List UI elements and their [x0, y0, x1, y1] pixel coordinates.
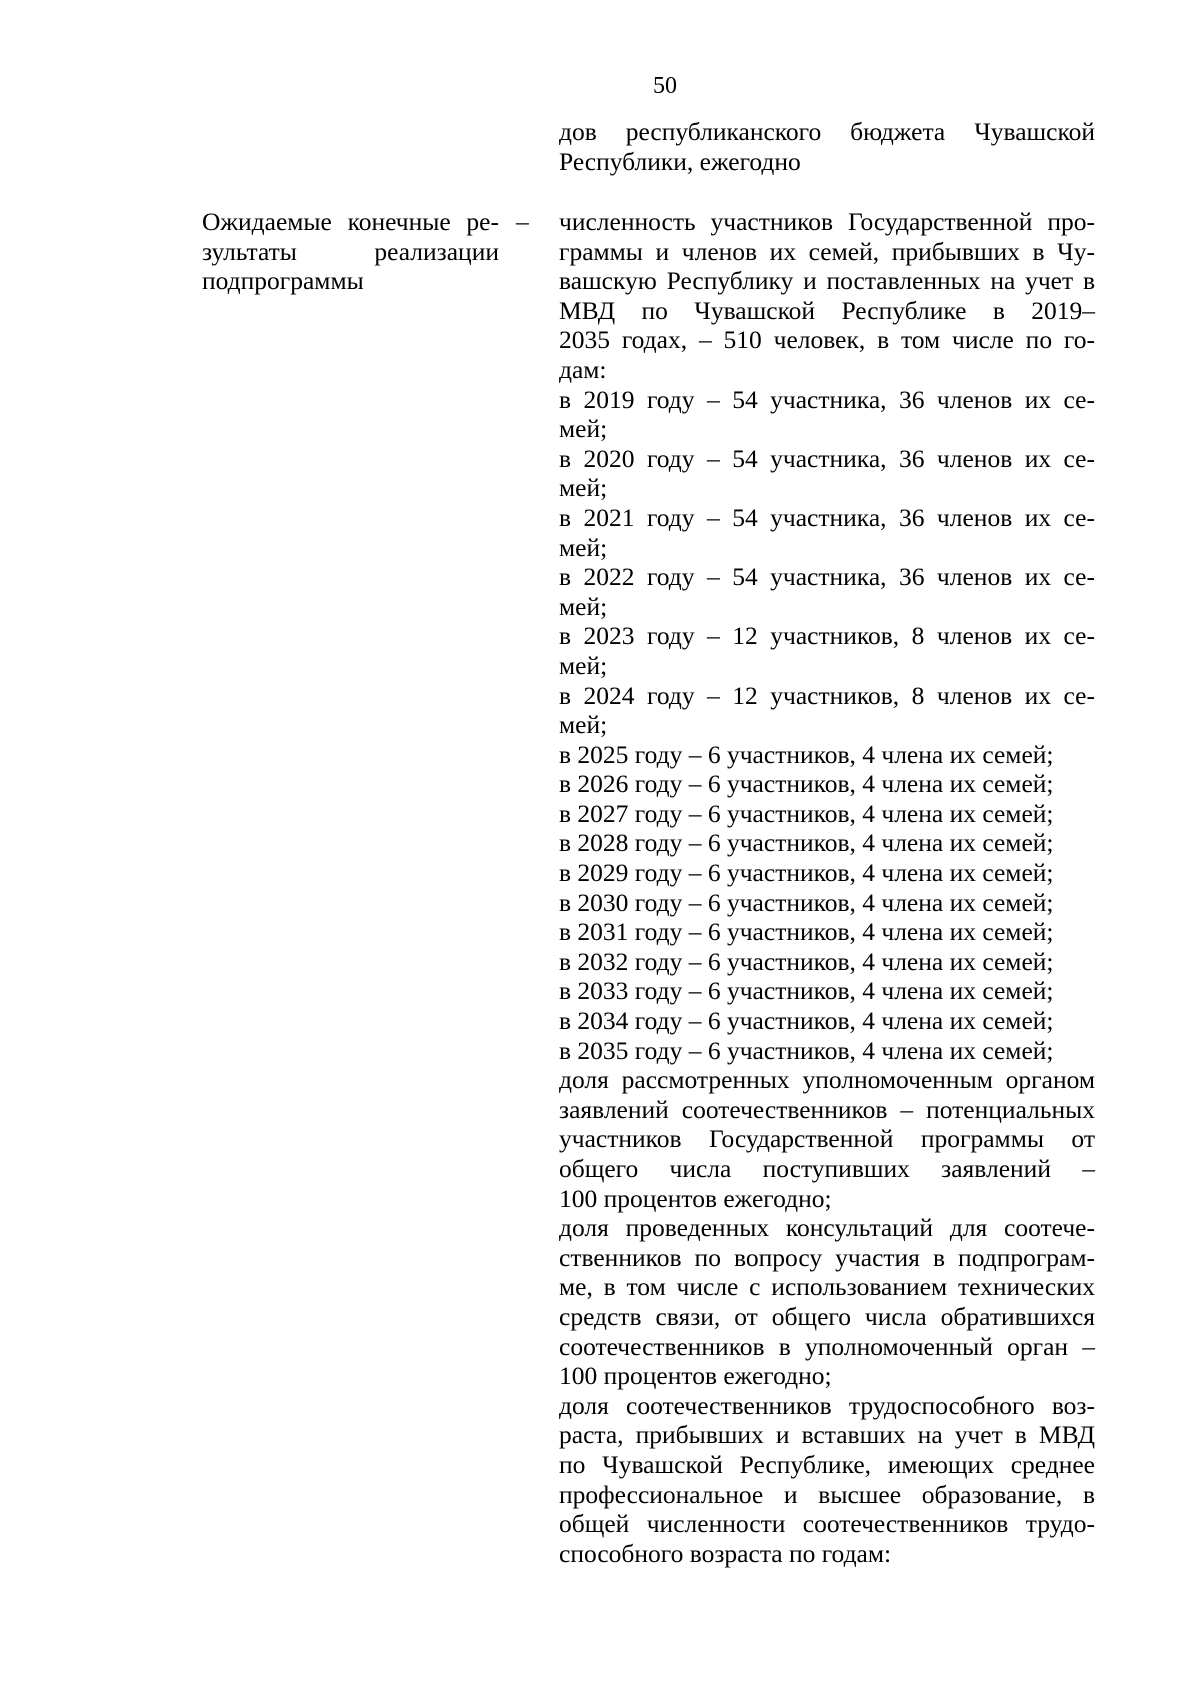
- row-dash: –: [516, 207, 529, 236]
- value-line: в 2035 году – 6 участников, 4 члена их семей;: [559, 1035, 1054, 1065]
- value-line: 100 процентов ежегодно;: [559, 1361, 832, 1391]
- value-line: мей;: [559, 414, 608, 444]
- value-line: в 2027 году – 6 участников, 4 члена их семей;: [559, 798, 1054, 828]
- value-line: численность участников Государственной про-: [559, 207, 1095, 236]
- row-label: [202, 207, 499, 296]
- label-line: подпрограммы: [202, 266, 364, 296]
- value-line: в 2033 году – 6 участников, 4 члена их семей;: [559, 976, 1054, 1006]
- value-line: доля рассмотренных уполномоченным органом: [559, 1065, 1095, 1095]
- value-line: участников Государственной программы от: [559, 1124, 1095, 1154]
- value-line: в 2021 году – 54 участника, 36 членов их се-: [559, 502, 1095, 532]
- value-line: в 2032 году – 6 участников, 4 члена их семей;: [559, 946, 1054, 976]
- value-line: 100 процентов ежегодно;: [559, 1183, 832, 1213]
- value-line: мей;: [559, 650, 608, 680]
- value-line: мей;: [559, 591, 608, 621]
- value-line: граммы и членов их семей, прибывших в Чу-: [559, 236, 1095, 266]
- value-line: мей;: [559, 710, 608, 740]
- value-line: общей численности соотечественников трудо-: [559, 1509, 1095, 1539]
- value-line: способного возраста по годам:: [559, 1538, 892, 1568]
- value-line: доля соотечественников трудоспособного воз-: [559, 1390, 1095, 1420]
- value-line: ме, в том числе с использованием технических: [559, 1272, 1095, 1302]
- value-line: в 2026 году – 6 участников, 4 члена их семей;: [559, 769, 1054, 799]
- value-line: в 2029 году – 6 участников, 4 члена их семей;: [559, 858, 1054, 888]
- value-line: в 2019 году – 54 участника, 36 членов их се-: [559, 384, 1095, 414]
- value-line: по Чувашской Республике, имеющих среднее: [559, 1449, 1095, 1479]
- text-line: дов республиканского бюджета Чувашской: [559, 117, 1095, 146]
- value-line: доля проведенных консультаций для соотече-: [559, 1213, 1095, 1243]
- value-line: МВД по Чувашской Республике в 2019–: [559, 295, 1095, 325]
- value-line: дам:: [559, 354, 607, 384]
- value-line: в 2020 году – 54 участника, 36 членов их се-: [559, 443, 1095, 473]
- value-line: 2035 годах, – 510 человек, в том числе по го-: [559, 325, 1095, 355]
- value-line: мей;: [559, 532, 608, 562]
- text-line: Республики, ежегодно: [559, 146, 801, 176]
- value-line: в 2022 году – 54 участника, 36 членов их се-: [559, 562, 1095, 592]
- value-line: раста, прибывших и вставших на учет в МВД: [559, 1420, 1095, 1450]
- value-line: в 2034 году – 6 участников, 4 члена их семей;: [559, 1006, 1054, 1036]
- previous-row-continuation: [559, 117, 1095, 176]
- page-number: 50: [653, 73, 677, 99]
- value-line: в 2025 году – 6 участников, 4 члена их семей;: [559, 739, 1054, 769]
- value-line: общего числа поступивших заявлений –: [559, 1154, 1095, 1183]
- value-line: в 2030 году – 6 участников, 4 члена их семей;: [559, 887, 1054, 917]
- row-value: [559, 207, 1095, 1568]
- value-line: в 2028 году – 6 участников, 4 члена их семей;: [559, 828, 1054, 858]
- value-line: соотечественников в уполномоченный орган –: [559, 1331, 1095, 1361]
- value-line: в 2031 году – 6 участников, 4 члена их семей;: [559, 917, 1054, 947]
- value-line: в 2023 году – 12 участников, 8 членов их се-: [559, 621, 1095, 651]
- value-line: заявлений соотечественников – потенциальных: [559, 1094, 1095, 1124]
- value-line: профессиональное и высшее образование, в: [559, 1479, 1095, 1509]
- value-line: вашскую Республику и поставленных на учет в: [559, 266, 1095, 296]
- label-line: Ожидаемые конечные ре-: [202, 207, 499, 236]
- value-line: в 2024 году – 12 участников, 8 членов их се-: [559, 680, 1095, 710]
- value-line: средств связи, от общего числа обратившихся: [559, 1301, 1095, 1331]
- value-line: ственников по вопросу участия в подпрограм-: [559, 1242, 1095, 1272]
- label-line: зультаты реализации: [202, 236, 499, 266]
- value-line: мей;: [559, 473, 608, 503]
